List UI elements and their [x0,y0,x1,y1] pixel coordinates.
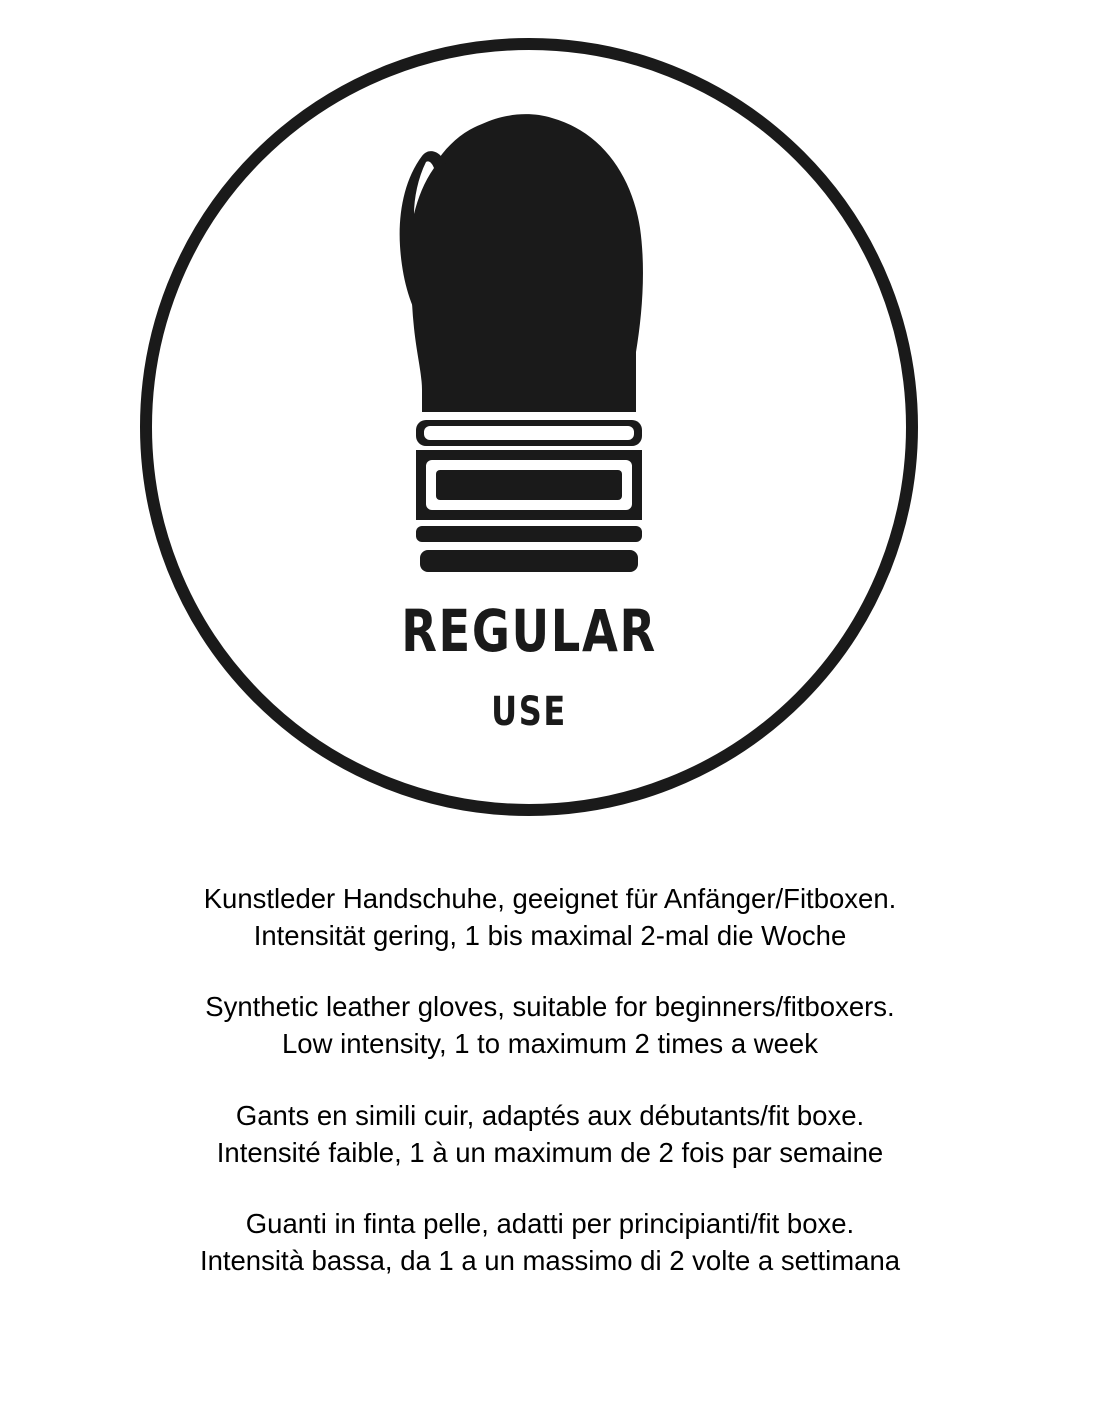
description-fr-line-1: Gants en simili cuir, adaptés aux débutants/fit boxe. [235,1099,865,1131]
boxing-glove-icon [364,102,694,572]
description-en-line-2: Low intensity, 1 to maximum 2 times a week [282,1028,818,1060]
description-list [0,880,1100,1279]
description-en-line-1: Synthetic leather gloves, suitable for beginners/fitboxers. [205,991,895,1023]
badge-inner [152,50,906,804]
description-de-line-1: Kunstleder Handschuhe, geeignet für Anfänger/Fitboxen. [203,883,897,914]
badge-subtitle: USE [491,689,567,735]
description-it-line-2: Intensità bassa, da 1 a un massimo di 2 volte a settimana [199,1244,901,1276]
description-en [0,988,1100,1062]
description-de [0,880,1100,954]
description-de-line-2: Intensität gering, 1 bis maximal 2-mal die Woche [253,920,847,952]
description-fr [0,1097,1100,1171]
description-fr-line-2: Intensité faible, 1 à un maximum de 2 fois par semaine [216,1136,884,1168]
description-it-line-1: Guanti in finta pelle, adatti per principianti/fit boxe. [245,1207,855,1239]
regular-use-badge [140,38,918,816]
description-it [0,1205,1100,1279]
badge-title: REGULAR [401,597,657,665]
